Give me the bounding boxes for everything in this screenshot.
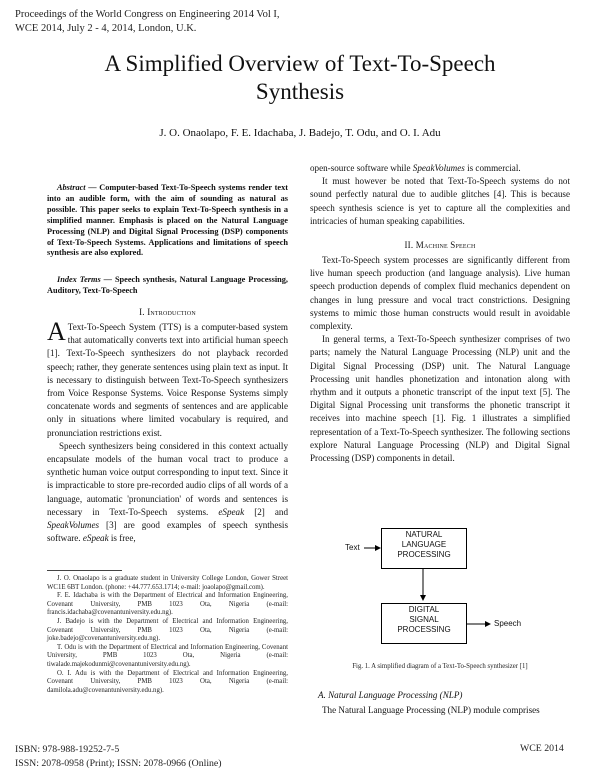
dsp-block-line: DIGITAL bbox=[408, 605, 440, 614]
intro-p2-text-c: [3] are good examples of speech synthesis software. bbox=[47, 520, 288, 544]
author-list: J. O. Onaolapo, F. E. Idachaba, J. Badejo, T. Odu, and O. I. Adu bbox=[159, 127, 441, 139]
isbn-line: ISBN: 978-988-19252-7-5 bbox=[15, 744, 120, 755]
index-terms-label: Index Terms bbox=[57, 275, 101, 284]
diagram-input-label: Text bbox=[345, 543, 360, 552]
subsection-heading-nlp: A. Natural Language Processing (NLP) bbox=[318, 690, 463, 700]
introduction-body bbox=[47, 317, 288, 545]
dsp-block bbox=[381, 603, 467, 644]
page-footer-right: WCE 2014 bbox=[520, 743, 564, 754]
author-footnotes bbox=[47, 575, 288, 695]
page-footer-left bbox=[15, 743, 222, 771]
title-line-1: A Simplified Overview of Text-To-Speech bbox=[104, 51, 496, 76]
index-terms bbox=[47, 275, 288, 297]
footnote: J. Badejo is with the Department of Electrical and Information Engineering, Covenant University, PMB 1023 Ota, Nigeria (e-mail: joke.badejo@covenantuniversity.edu.ng). bbox=[47, 617, 288, 643]
machine-speech-body bbox=[310, 254, 570, 465]
index-terms-text: — Speech synthesis, Natural Language Processing, Auditory, Text-To-Speech bbox=[47, 275, 289, 295]
intro-p2-text-a: Speech synthesizers being considered in this context actually encapsulate models of the human vocal tract to produce a synthetic human voice output corresponding to input text. Since it is impracticable to store pre-recorded audio clips of all words of a language, automatic 'pronunciation' of words and sentences is necessary in Text-To-Speech systems. bbox=[47, 440, 288, 517]
dsp-block-line: PROCESSING bbox=[397, 625, 451, 634]
footnote: O. I. Adu is with the Department of Electrical and Information Engineering, Covenant University, PMB 1023 Ota, Nigeria (e-mail: damilola.adu@covenantuniversity.edu.ng). bbox=[47, 669, 288, 694]
section-title: Machine Speech bbox=[415, 240, 476, 250]
abstract-text: — Computer-based Text-To-Speech systems render text into an audible form, with the aim of sounding as natural as possible. This paper seeks to explain Text-To-Speech synthesis in a simplified manner. Emphasis is placed on the Natural Language Processing (NLP) and Digital Signal Processing (DSP) components of Text-To-Speech Systems. Applications and limitations of speech synthesis are also explored. bbox=[47, 183, 288, 258]
figure-caption: Fig. 1. A simplified diagram of a Text-To-Speech synthesizer [1] bbox=[352, 663, 528, 670]
paper-title bbox=[0, 50, 600, 106]
nlp-block-line: NATURAL bbox=[405, 530, 443, 539]
right-paragraph-3: In general terms, a Text-To-Speech synthesizer comprises of two parts; namely the Natural Language Processing (NLP) unit and the Digital Signal Processing (DSP) unit. The Natural Language Processing unit handles phonetization and intonation along with rhythm and it outputs a phonetic transcript of the input text [5]. The Digital Signal Processing unit transforms the phonetic transcript it receives into machine speech [1]. Fig. 1 illustrates a simplified representation of a Text-To-Speech synthesizer. The following sections explore Natural Language Processing (NLP) and Digital Signal Processing (DSP) components in detail. bbox=[310, 334, 570, 464]
right-paragraph-2: Text-To-Speech system processes are significantly different from live human speech production (and language analysis). Live human speech production depends of complex fluid mechanics dependent on changes in lung pressure and vocal tract constrictions. Designing systems to mimic those human constructs would result in avoidable complexity. bbox=[310, 255, 570, 332]
header-line-1: Proceedings of the World Congress on Engineering 2014 Vol I, bbox=[15, 9, 280, 20]
dsp-block-line: SIGNAL bbox=[409, 615, 439, 624]
right-paragraph-0 bbox=[310, 162, 570, 175]
nlp-block-line: PROCESSING bbox=[397, 550, 451, 559]
intro-paragraph-2 bbox=[47, 440, 288, 546]
speakvolumes-term-2: SpeakVolumes bbox=[412, 163, 465, 173]
title-line-2: Synthesis bbox=[255, 79, 345, 104]
section-heading-machine-speech bbox=[310, 240, 570, 250]
abstract-label: Abstract bbox=[57, 183, 86, 192]
diagram-output-label: Speech bbox=[494, 619, 522, 628]
section-number: I. bbox=[139, 307, 145, 317]
abstract bbox=[47, 183, 288, 259]
section-title: Introduction bbox=[147, 307, 196, 317]
running-header bbox=[15, 8, 280, 36]
intro-p1-text: Text-To-Speech System (TTS) is a computer-based system that automatically converts text into artificial human speech [1]. Text-To-Speech synthesizers do not playback recorded speech; rather, they generate sentences using plain text as input. It is necessary to distinguish between Text-To-Speech synthesizers from Voice Response Systems. Voice Response Systems simply concatenate words and segments of sentences and are applicable only in situations where limited vocabulary is required, and pronunciation restrictions exist. bbox=[47, 322, 288, 438]
intro-paragraph-1 bbox=[47, 317, 288, 440]
footnote: F. E. Idachaba is with the Department of Electrical and Information Engineering, Covenant University, PMB 1023 Ota, Nigeria (e-mail: francis.idachaba@covenantuniversity.edu.ng). bbox=[47, 592, 288, 617]
right-p0-text-a: open-source software while bbox=[310, 163, 413, 173]
footnote-rule bbox=[47, 570, 122, 571]
section-heading-introduction bbox=[47, 307, 288, 317]
nlp-block bbox=[381, 528, 467, 569]
footnote: J. O. Onaolapo is a graduate student in University College London, Gower Street WC1E 6BT London. (phone: +44.777.653.1714; e-mail: joaolapo@gmail.com). bbox=[47, 575, 288, 591]
intro-p2-text-d: is free, bbox=[108, 533, 136, 544]
espeak-term-2: eSpeak bbox=[82, 533, 109, 544]
right-paragraph-4: The Natural Language Processing (NLP) module comprises bbox=[322, 705, 540, 715]
footnote: T. Odu is with the Department of Electrical and Information Engineering, Covenant University, PMB 1023 Ota, Nigeria (e-mail: tiwalade.majekodunmi@covenantuniversity.edu.ng). bbox=[47, 643, 288, 668]
drop-cap: A bbox=[47, 317, 66, 346]
right-p0-text-b: is commercial. bbox=[464, 163, 521, 173]
section-number: II. bbox=[404, 240, 414, 250]
right-paragraph-1: It must however be noted that Text-To-Speech systems do not sound perfectly natural due to audible glitches [4]. This is because speech synthesis science is yet to capture all the complexities and intricacies of human speaking capabilities. bbox=[310, 176, 570, 226]
header-line-2: WCE 2014, July 2 - 4, 2014, London, U.K. bbox=[15, 23, 197, 34]
speakvolumes-term: SpeakVolumes bbox=[47, 520, 100, 531]
issn-line: ISSN: 2078-0958 (Print); ISSN: 2078-0966 (Online) bbox=[15, 758, 222, 769]
intro-p2-text-b: [2] and bbox=[244, 506, 288, 517]
nlp-block-line: LANGUAGE bbox=[401, 540, 447, 549]
espeak-term: eSpeak bbox=[218, 506, 245, 517]
nlp-body bbox=[310, 704, 570, 717]
right-column-top bbox=[310, 162, 570, 228]
